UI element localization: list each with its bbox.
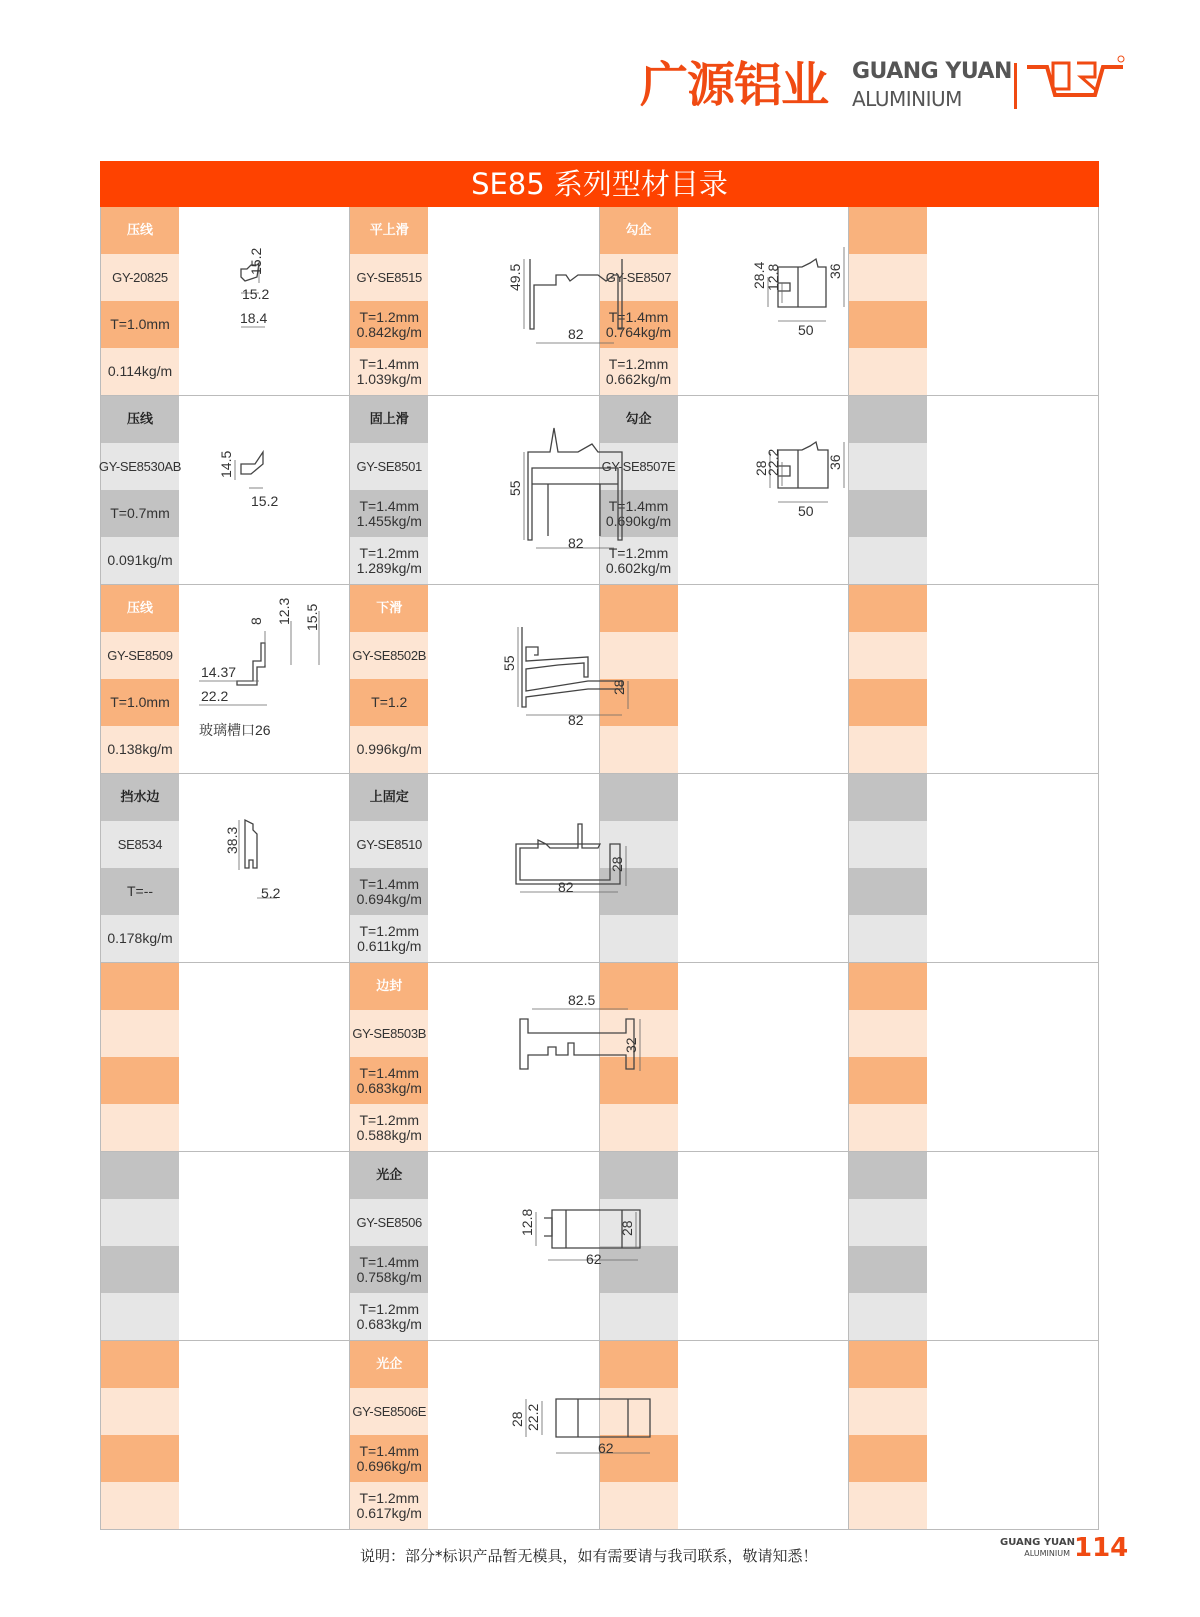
profile-spec-secondary — [849, 915, 927, 962]
brand-separator — [1014, 63, 1017, 109]
profile-labels — [350, 396, 428, 584]
profile-card — [849, 1341, 1098, 1529]
profile-spec-primary — [600, 868, 678, 915]
profile-labels — [98, 396, 182, 584]
profile-card — [849, 585, 1098, 773]
profile-card — [600, 585, 849, 773]
profile-name — [849, 774, 927, 821]
dimension-label: 28.4 — [750, 261, 767, 289]
dimension-label: 14.37 — [201, 664, 237, 680]
profile-card — [600, 207, 849, 395]
profile-drawing — [428, 1152, 636, 1340]
profile-drawing — [678, 585, 848, 773]
dimension-label: 55 — [501, 655, 518, 671]
profile-code: SE8534 — [101, 821, 179, 868]
profile-card — [350, 963, 640, 1151]
profile-card — [849, 1152, 1098, 1340]
profile-spec-secondary — [849, 726, 927, 773]
profile-spec-secondary: T=1.2mm 0.662kg/m — [600, 348, 678, 395]
profile-drawing — [428, 585, 628, 773]
profile-spec-secondary: 0.178kg/m — [101, 915, 179, 962]
profile-code — [849, 1010, 927, 1057]
profile-card — [101, 585, 350, 773]
profile-drawing — [678, 963, 848, 1151]
profile-card — [101, 774, 350, 962]
profile-labels — [101, 1152, 179, 1340]
profile-spec-primary — [101, 1057, 179, 1104]
profile-name: 边封 — [350, 963, 428, 1010]
profile-spec-secondary: 0.996kg/m — [350, 726, 428, 773]
profile-card — [849, 774, 1098, 962]
dimension-label: 14.5 — [218, 450, 234, 478]
dimension-label: 12.8 — [519, 1208, 536, 1236]
profile-code — [101, 1388, 179, 1435]
dimension-label: 38.3 — [224, 826, 240, 854]
dimension-label: 50 — [797, 322, 814, 338]
profile-cross-section — [179, 396, 351, 584]
profile-spec-primary — [849, 1246, 927, 1293]
profile-spec-primary — [849, 1435, 927, 1482]
profile-spec-secondary: T=1.4mm 1.039kg/m — [350, 348, 428, 395]
profile-code — [849, 632, 927, 679]
profile-name — [849, 1341, 927, 1388]
profile-name — [849, 963, 927, 1010]
profile-outline — [245, 820, 257, 868]
profile-labels — [849, 1341, 927, 1529]
profile-spec-secondary — [600, 1482, 678, 1529]
profile-name — [849, 396, 927, 443]
profile-spec-primary: T=1.4mm 0.694kg/m — [350, 868, 428, 915]
profile-spec-primary: T=1.4mm 0.683kg/m — [350, 1057, 428, 1104]
profile-name: 固上滑 — [350, 396, 428, 443]
profile-code — [600, 1199, 678, 1246]
profile-spec-primary: T=1.4mm 1.455kg/m — [350, 490, 428, 537]
dimension-label: 玻璃槽口26 — [199, 722, 271, 738]
profile-code — [101, 1010, 179, 1057]
profile-labels — [600, 585, 678, 773]
dimension-label: 28 — [609, 856, 626, 872]
profile-spec-secondary — [600, 1104, 678, 1151]
profile-code: GY-SE8506E — [350, 1388, 428, 1435]
catalog-row — [98, 396, 1098, 585]
profile-card — [101, 207, 350, 395]
profile-code: GY-SE8530AB — [101, 443, 179, 490]
profile-labels — [849, 585, 927, 773]
profile-name: 勾企 — [600, 396, 678, 443]
profile-labels — [350, 1341, 428, 1529]
profile-name: 光企 — [350, 1341, 428, 1388]
profile-name: 光企 — [350, 1152, 428, 1199]
profile-drawing — [179, 963, 349, 1151]
profile-spec-secondary: 0.114kg/m — [101, 348, 179, 395]
profile-spec-secondary — [600, 915, 678, 962]
profile-drawing — [927, 207, 1098, 395]
profile-spec-secondary — [849, 348, 927, 395]
profile-labels — [350, 774, 428, 962]
page-number: 114 — [1074, 1533, 1129, 1563]
dimension-label: 15.2 — [248, 247, 264, 275]
profile-name: 压线 — [101, 396, 179, 443]
profile-spec-primary — [101, 1435, 179, 1482]
profile-drawing — [179, 396, 349, 584]
dimension-label: 15.2 — [251, 493, 279, 509]
profile-card — [98, 396, 350, 584]
profile-name — [101, 963, 179, 1010]
profile-spec-primary: T=1.2 — [350, 679, 428, 726]
catalog-row — [101, 207, 1098, 396]
guangyuan-gr-logo-icon — [1025, 55, 1125, 107]
profile-drawing — [179, 774, 349, 962]
profile-drawing — [179, 1341, 349, 1529]
profile-labels — [600, 1341, 678, 1529]
profile-code: GY-SE8507 — [600, 254, 678, 301]
profile-spec-primary — [600, 1057, 678, 1104]
dimension-label: 12.3 — [276, 597, 292, 625]
catalog-row — [101, 963, 1098, 1152]
profile-drawing — [428, 1341, 614, 1529]
profile-card — [849, 963, 1098, 1151]
profile-spec-primary — [849, 490, 927, 537]
dimension-label: 5.2 — [261, 885, 281, 901]
profile-name: 上固定 — [350, 774, 428, 821]
dimension-label: 22.2 — [201, 688, 229, 704]
profile-drawing — [927, 963, 1098, 1151]
profile-spec-primary: T=1.2mm 0.842kg/m — [350, 301, 428, 348]
profile-labels — [600, 963, 678, 1151]
profile-labels — [849, 396, 927, 584]
profile-code: GY-SE8515 — [350, 254, 428, 301]
profile-name — [600, 1341, 678, 1388]
profile-spec-primary: T=1.4mm 0.764kg/m — [600, 301, 678, 348]
dimension-label: 28 — [752, 460, 769, 476]
profile-drawing — [678, 1341, 848, 1529]
profile-spec-primary — [849, 679, 927, 726]
dimension-label: 32 — [623, 1037, 640, 1053]
profile-spec-secondary: T=1.2mm 0.611kg/m — [350, 915, 428, 962]
profile-labels — [101, 207, 179, 395]
profile-name: 压线 — [101, 585, 179, 632]
profile-cross-section — [179, 207, 351, 395]
dimension-label: 82 — [568, 326, 584, 342]
dimension-label: 8 — [248, 617, 264, 625]
profile-spec-secondary: 0.091kg/m — [101, 537, 179, 584]
profile-spec-primary — [849, 1057, 927, 1104]
profile-labels — [101, 585, 179, 773]
profile-spec-primary: T=1.4mm 0.696kg/m — [350, 1435, 428, 1482]
profile-drawing — [179, 207, 349, 395]
profile-labels — [350, 963, 428, 1151]
profile-card — [600, 396, 849, 584]
dimension-label: 36 — [826, 454, 843, 470]
profile-code — [849, 254, 927, 301]
profile-drawing — [678, 1152, 848, 1340]
profile-name: 平上滑 — [350, 207, 428, 254]
profile-drawing — [927, 396, 1098, 584]
profile-spec-primary: T=0.7mm — [101, 490, 179, 537]
dimension-label: 28 — [619, 1220, 636, 1236]
catalog-row — [101, 585, 1098, 774]
profile-spec-secondary — [849, 1293, 927, 1340]
dimension-label: 36 — [826, 263, 843, 279]
profile-card — [350, 1152, 636, 1340]
profile-code: GY-SE8507E — [600, 443, 678, 490]
profile-cross-section — [428, 585, 628, 773]
profile-spec-primary: T=-- — [101, 868, 179, 915]
profile-labels — [101, 1341, 179, 1529]
catalog-row — [101, 774, 1098, 963]
profile-spec-secondary — [101, 1482, 179, 1529]
profile-catalog — [100, 161, 1099, 1530]
dimension-label: 55 — [507, 480, 524, 496]
profile-code — [101, 1199, 179, 1246]
profile-name: 挡水边 — [101, 774, 179, 821]
profile-code: GY-SE8502B — [350, 632, 428, 679]
profile-card — [101, 1152, 350, 1340]
profile-spec-secondary: T=1.2mm 1.289kg/m — [350, 537, 428, 584]
profile-card — [600, 963, 849, 1151]
profile-labels — [350, 585, 428, 773]
profile-spec-secondary: T=1.2mm 0.588kg/m — [350, 1104, 428, 1151]
profile-spec-primary: T=1.4mm 0.690kg/m — [600, 490, 678, 537]
dimension-label: 82 — [568, 712, 584, 728]
catalog-row — [101, 1152, 1098, 1341]
profile-name — [849, 1152, 927, 1199]
profile-name — [849, 585, 927, 632]
profile-drawing — [678, 396, 848, 584]
profile-code — [849, 443, 927, 490]
profile-spec-primary — [849, 868, 927, 915]
dimension-label: 28 — [509, 1411, 526, 1427]
profile-spec-secondary — [849, 1104, 927, 1151]
profile-outline — [241, 452, 263, 474]
profile-card — [350, 1341, 614, 1529]
catalog-title: SE85 系列型材目录 — [100, 161, 1099, 207]
profile-name: 勾企 — [600, 207, 678, 254]
footer-brand — [1000, 1537, 1075, 1559]
profile-card — [350, 585, 628, 773]
dimension-label: 15.2 — [242, 286, 270, 302]
catalog-row — [101, 1341, 1098, 1529]
profile-cross-section — [428, 207, 600, 395]
profile-labels — [849, 1152, 927, 1340]
dimension-label: 49.5 — [507, 263, 524, 291]
profile-drawing — [179, 585, 349, 773]
profile-code: GY-SE8510 — [350, 821, 428, 868]
profile-name — [101, 1341, 179, 1388]
profile-outline — [544, 1218, 552, 1236]
profile-drawing — [428, 207, 598, 395]
profile-drawing — [428, 774, 626, 962]
dimension-label: 82 — [568, 535, 584, 551]
profile-code — [849, 1199, 927, 1246]
profile-spec-secondary: T=1.2mm 0.683kg/m — [350, 1293, 428, 1340]
footer-brand-line1: GUANG YUAN — [1000, 1537, 1075, 1548]
profile-drawing — [927, 1341, 1098, 1529]
profile-outline — [778, 442, 828, 488]
profile-code: GY-SE8501 — [350, 443, 428, 490]
profile-spec-secondary — [849, 537, 927, 584]
profile-spec-primary — [600, 1246, 678, 1293]
dimension-label: 18.4 — [240, 310, 268, 326]
dimension-label: 15.5 — [304, 603, 320, 631]
profile-card — [600, 774, 849, 962]
profile-spec-secondary: T=1.2mm 0.617kg/m — [350, 1482, 428, 1529]
profile-card — [600, 1341, 849, 1529]
profile-code: GY-SE8506 — [350, 1199, 428, 1246]
dimension-label: 82.5 — [568, 992, 596, 1008]
profile-drawing — [179, 1152, 349, 1340]
dimension-label: 22.2 — [764, 448, 781, 476]
dimension-label: 50 — [797, 503, 814, 519]
profile-code — [849, 821, 927, 868]
profile-spec-secondary — [101, 1104, 179, 1151]
profile-cross-section — [678, 207, 850, 395]
dimension-label: 28 — [611, 679, 628, 695]
profile-cross-section — [179, 774, 351, 962]
profile-code: GY-SE8509 — [101, 632, 179, 679]
profile-cross-section — [678, 396, 850, 584]
profile-spec-secondary — [849, 1482, 927, 1529]
profile-code — [600, 632, 678, 679]
profile-outline — [237, 643, 265, 685]
profile-code — [600, 1388, 678, 1435]
profile-card — [350, 207, 599, 395]
profile-labels — [350, 207, 428, 395]
profile-drawing — [927, 585, 1098, 773]
profile-spec-primary: T=1.0mm — [101, 301, 179, 348]
profile-card — [350, 396, 599, 584]
profile-drawing — [678, 774, 848, 962]
profile-cross-section — [428, 1152, 636, 1340]
profile-name — [849, 207, 927, 254]
profile-spec-primary: T=1.4mm 0.758kg/m — [350, 1246, 428, 1293]
profile-name — [101, 1152, 179, 1199]
profile-drawing — [428, 396, 598, 584]
profile-drawing — [678, 207, 848, 395]
profile-cross-section — [428, 963, 640, 1151]
brand-name-cn: 广源铝业 — [640, 57, 829, 113]
profile-spec-primary: T=1.0mm — [101, 679, 179, 726]
profile-cross-section — [428, 1341, 614, 1529]
profile-name — [600, 963, 678, 1010]
profile-spec-primary — [101, 1246, 179, 1293]
footer-brand-line2: ALUMINIUM — [1024, 1549, 1070, 1558]
profile-spec-secondary — [101, 1293, 179, 1340]
dimension-label: 82 — [558, 879, 574, 895]
catalog-grid — [100, 207, 1099, 1530]
dimension-label: 12.8 — [764, 263, 781, 291]
profile-name — [600, 1152, 678, 1199]
dimension-label: 22.2 — [525, 1403, 542, 1431]
profile-labels — [600, 1152, 678, 1340]
profile-name: 压线 — [101, 207, 179, 254]
profile-labels — [101, 963, 179, 1151]
profile-drawing — [927, 774, 1098, 962]
profile-spec-secondary: T=1.2mm 0.602kg/m — [600, 537, 678, 584]
profile-labels — [101, 774, 179, 962]
profile-labels — [849, 774, 927, 962]
profile-card — [350, 774, 626, 962]
profile-code: GY-SE8503B — [350, 1010, 428, 1057]
profile-card — [101, 963, 350, 1151]
profile-drawing — [428, 963, 640, 1151]
profile-labels — [600, 207, 678, 395]
profile-card — [600, 1152, 849, 1340]
profile-card — [101, 1341, 350, 1529]
profile-name — [600, 585, 678, 632]
profile-card — [849, 396, 1098, 584]
profile-cross-section — [179, 585, 351, 773]
profile-labels — [849, 963, 927, 1151]
dimension-label: 62 — [586, 1251, 602, 1267]
profile-spec-secondary — [600, 726, 678, 773]
profile-spec-secondary: 0.138kg/m — [101, 726, 179, 773]
brand-name-en-sub: ALUMINIUM — [852, 87, 962, 111]
profile-name: 下滑 — [350, 585, 428, 632]
profile-code: GY-20825 — [101, 254, 179, 301]
brand-name-en: GUANG YUAN — [852, 59, 1012, 84]
profile-code — [849, 1388, 927, 1435]
profile-cross-section — [428, 774, 626, 962]
profile-labels — [350, 1152, 428, 1340]
profile-card — [849, 207, 1098, 395]
profile-cross-section — [428, 396, 600, 584]
profile-drawing — [927, 1152, 1098, 1340]
profile-spec-primary — [849, 301, 927, 348]
profile-spec-secondary — [600, 1293, 678, 1340]
profile-labels — [600, 396, 678, 584]
footer-note: 说明：部分*标识产品暂无模具，如有需要请与我司联系，敬请知悉！ — [360, 1547, 818, 1565]
dimension-label: 62 — [598, 1440, 614, 1456]
profile-labels — [849, 207, 927, 395]
profile-name — [600, 774, 678, 821]
